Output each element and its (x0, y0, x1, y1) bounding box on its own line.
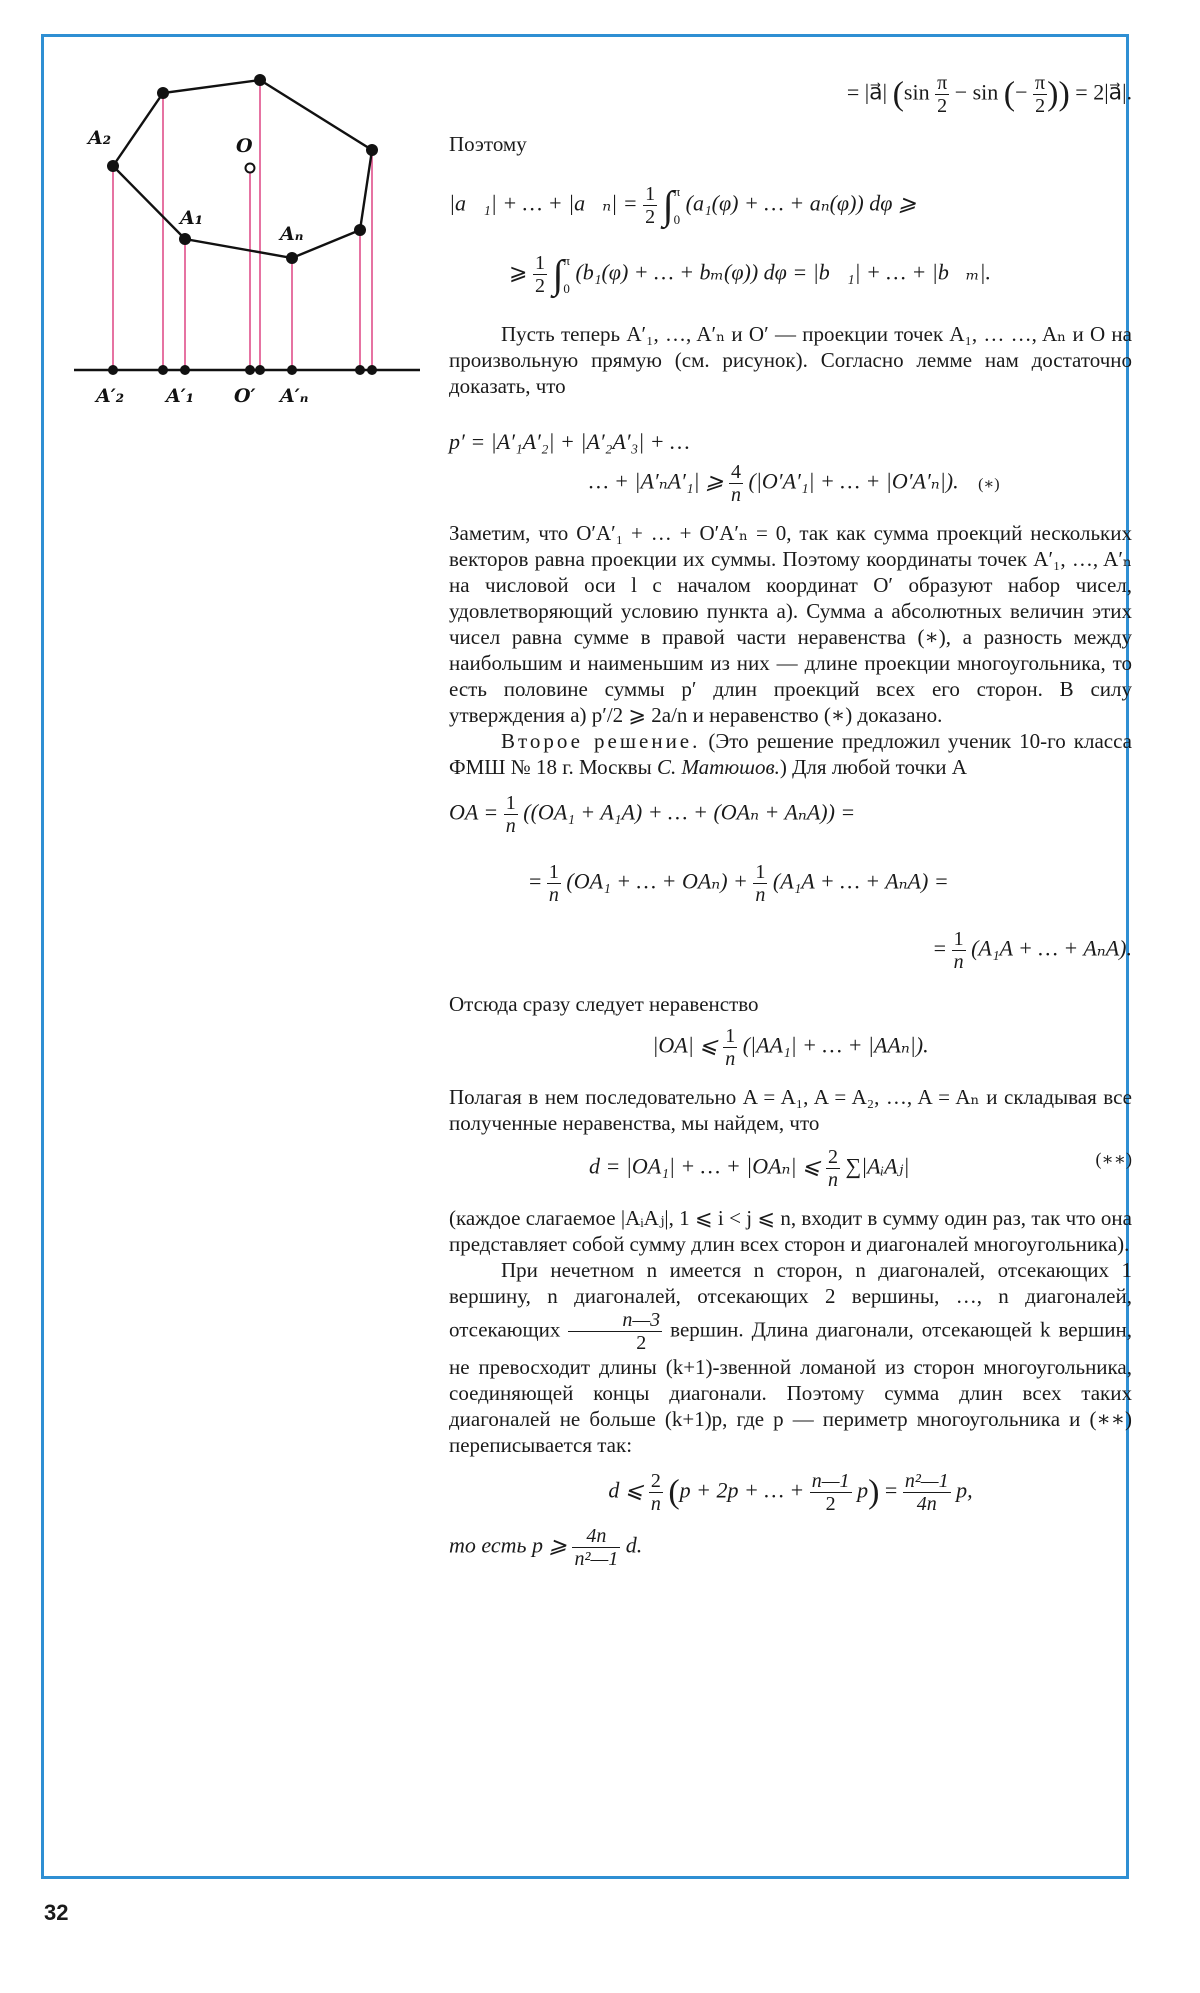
label-a2: A₂ (88, 127, 112, 149)
page-number: 32 (44, 1900, 69, 1925)
polygon (113, 80, 372, 258)
equation-1: = |a⃗| (sin $\frac{\pi}{2}$ − sin (− $\frac{\pi}{2}$ )) = 2|a⃗|. (846, 72, 1132, 117)
label-an: Aₙ (280, 223, 304, 245)
equation-3: ⩾ $\frac{1}{2}$ ∫π 0 (b₁(φ) + … + bₘ(φ)) dφ = |b⃗₁| + … + |b⃗ₘ|. (509, 251, 992, 297)
paragraph-each-term: (каждое слагаемое |AᵢAⱼ|, 1 ⩽ i < j ⩽ n, входит в сумму один раз, так что она представляет собой сумму длин всех сторон и диагоналей многоугольника). (449, 1206, 1132, 1256)
equation-4-line-1: p′ = |A′₁A′₂| + |A′₂A′₃| + … (449, 429, 690, 454)
paragraph-substitute: Полагая в нем последовательно A = A₁, A = A₂, …, A = Aₙ и складывая все полученные неравенства, мы найдем, что (449, 1085, 1132, 1135)
polygon-projection-figure (60, 60, 450, 420)
equation-2: |a⃗₁| + … + |a⃗ₙ| = $\frac{1}{2}$ ∫π 0 (a₁(φ) + … + aₙ(φ)) dφ ⩾ (449, 182, 917, 228)
equation-5: OA = $\frac{1}{n}$ ((OA₁ + A₁A) + … + (OAₙ + AₙA)) = (449, 792, 856, 837)
label-o-prime: O′ (234, 385, 256, 407)
equation-7: = $\frac{1}{n}$ (A₁A + … + AₙA). (933, 928, 1132, 973)
label-a2-prime: A′₂ (96, 385, 125, 407)
equation-8: |OA| ⩽ $\frac{1}{n}$ (|AA₁| + … + |AAₙ|). (652, 1025, 929, 1070)
equation-6: = $\frac{1}{n}$ (OA₁ + … + OAₙ) + $\frac{1}{n}$ (A₁A + … + AₙA) = (529, 861, 949, 906)
equation-10: d ⩽ $\frac{2}{n}$ (p + 2p + … + $\frac{n—1}{2}$ p) = $\frac{\text{n²—1}}{4n}$ p, (608, 1470, 973, 1515)
paragraph-projections: Пусть теперь A′₁, …, A′ₙ и O′ — проекции точек A₁, … …, Aₙ и O на произвольную прямую (см. рисунок). Согласно лемме нам достаточно доказать, что (449, 322, 1132, 398)
paragraph-odd-n: При нечетном n имеется n сторон, n диагоналей, отсекающих 1 вершину, n диагоналей, отсекающих 2 вершины, …, n диагоналей, отсекающих $\frac{n—3}{2}$ вершин. Длина диагонали, отсекающей k вершин, не превосходит длины (k+1)-звенной ломаной из сторон многоугольника, соединяющей концы диагонали. Поэтому сумма длин всех таких диагоналей не больше (k+1)p, где p — периметр многоугольника и (∗∗) переписывается так: (449, 1258, 1132, 1457)
label-a1-prime: A′₁ (166, 385, 195, 407)
paragraph-second-solution: Второе решение. (Это решение предложил ученик 10-го класса ФМШ № 18 г. Москвы С. Матюшов.) Для любой точки A (449, 729, 1133, 779)
label-o: O (236, 135, 253, 157)
point-o (246, 164, 255, 173)
final-inequality: то есть p ⩾ $\frac{4n}{\text{n²—1}}$ d. (449, 1525, 643, 1570)
equation-4-line-2: … + |A′ₙA′₁| ⩾ $\frac{4}{n}$ (|O′A′₁| + … + |O′A′ₙ|). (∗) (589, 461, 1000, 506)
paragraph-inequality-intro: Отсюда сразу следует неравенство (449, 992, 759, 1016)
text-column (449, 72, 1133, 1570)
paragraph-note: Заметим, что O′A′₁ + … + O′A′ₙ = 0, так как сумма проекций нескольких векторов равна проекции их суммы. Поэтому координаты точек A′₁, …, A′ₙ на числовой оси l с началом координат O′ образуют набор чисел, удовлетворяющий условию пункта а). Сумма a абсолютных величин этих чисел равна сумме в правой части неравенства (∗), а разность между наибольшим и наименьшим из них — длине проекции многоугольника, то есть половине суммы p′ длин проекций всех его сторон. В силу утверждения а) p′/2 ⩾ 2a/n и неравенство (∗) доказано. (449, 521, 1132, 727)
poetomu-label: Поэтому (449, 132, 527, 156)
equation-9: d = |OA₁| + … + |OAₙ| ⩽ $\frac{2}{n}$ ∑|AᵢAⱼ| (∗∗) (589, 1146, 1132, 1191)
label-a1: A₁ (180, 207, 204, 229)
label-an-prime: A′ₙ (280, 385, 309, 407)
